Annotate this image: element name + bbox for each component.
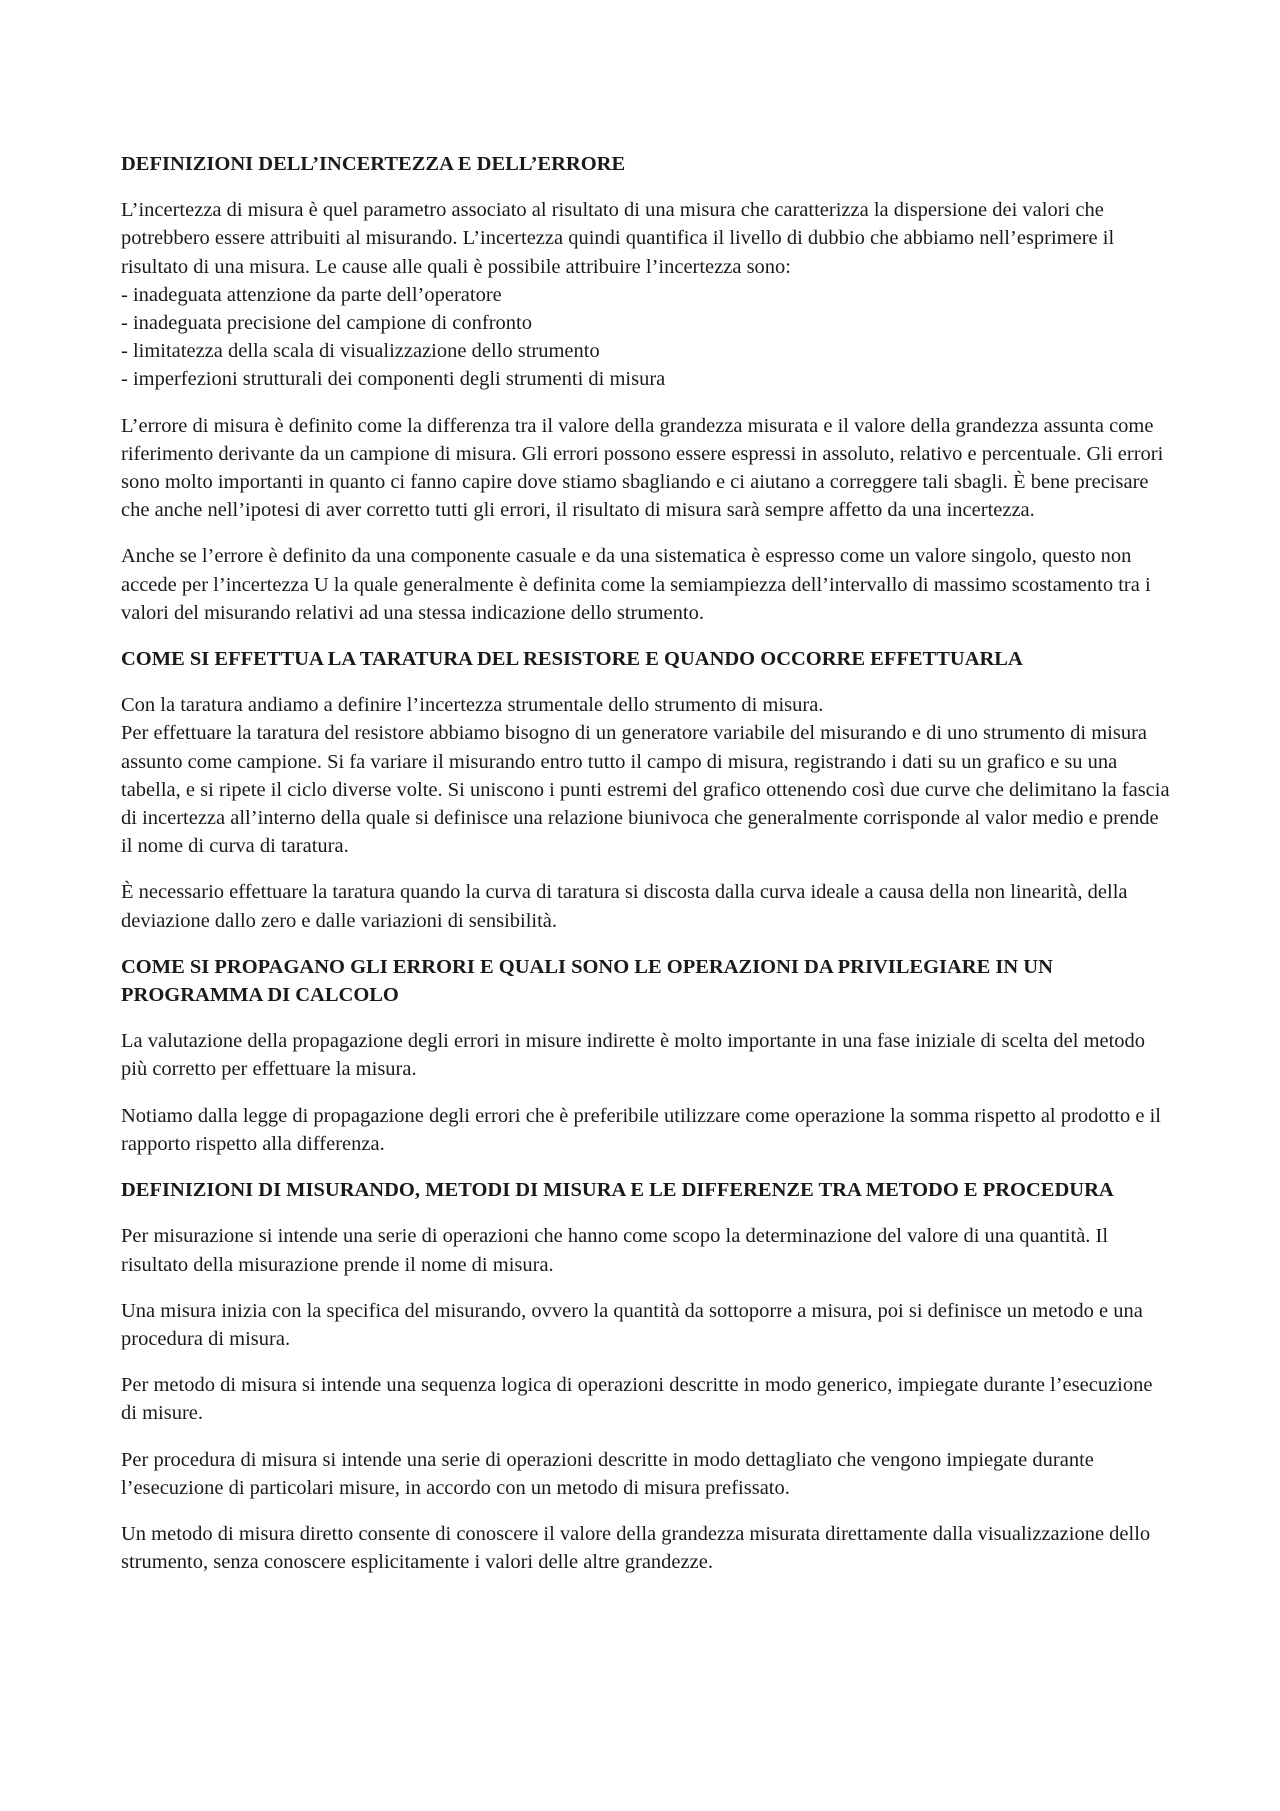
section-misurando-metodi <box>121 1176 1171 1576</box>
causes-list <box>121 281 1171 394</box>
paragraph: Per metodo di misura si intende una sequenza logica di operazioni descritte in modo generico, impiegate durante l’esecuzione di misure. <box>121 1374 1153 1425</box>
section-propagazione-errori <box>121 953 1171 1158</box>
list-item: - limitatezza della scala di visualizzazione dello strumento <box>121 340 600 363</box>
paragraph: Per misurazione si intende una serie di operazioni che hanno come scopo la determinazione del valore di una quantità. Il risultato della misurazione prende il nome di misura. <box>121 1225 1109 1276</box>
paragraph: Per procedura di misura si intende una serie di operazioni descritte in modo dettagliato che vengono impiegate durante l’esecuzione di particolari misure, in accordo con un metodo di misura prefissato. <box>121 1448 1094 1499</box>
paragraph: Notiamo dalla legge di propagazione degli errori che è preferibile utilizzare come operazione la somma rispetto al prodotto e il rapporto rispetto alla differenza. <box>121 1104 1161 1155</box>
section-incertezza-errore <box>121 150 1171 627</box>
paragraph: L’errore di misura è definito come la differenza tra il valore della grandezza misurata e il valore della grandezza assunta come riferimento derivante da un campione di misura. Gli errori possono essere espressi in assoluto, relativo e percentuale. Gli errori sono molto importanti in quanto ci fanno capire dove stiamo sbagliando e ci aiutano a correggere tali sbagli. È bene precisare che anche nell’ipotesi di aver corretto tutti gli errori, il risultato di misura sarà sempre affetto da una incertezza. <box>121 414 1164 522</box>
paragraph: Una misura inizia con la specifica del misurando, ovvero la quantità da sottoporre a misura, poi si definisce un metodo e una procedura di misura. <box>121 1299 1143 1350</box>
paragraph: L’incertezza di misura è quel parametro associato al risultato di una misura che caratterizza la dispersione dei valori che potrebbero essere attribuiti al misurando. L’incertezza quindi quantifica il livello di dubbio che abbiamo nell’esprimere il risultato di una misura. Le cause alle quali è possibile attribuire l’incertezza sono: <box>121 199 1115 278</box>
section-heading: COME SI EFFETTUA LA TARATURA DEL RESISTORE E QUANDO OCCORRE EFFETTUARLA <box>121 648 1023 671</box>
document-page <box>121 150 1171 1594</box>
paragraph: La valutazione della propagazione degli errori in misure indirette è molto importante in una fase iniziale di scelta del metodo più corretto per effettuare la misura. <box>121 1030 1146 1081</box>
list-item: - imperfezioni strutturali dei componenti degli strumenti di misura <box>121 368 666 391</box>
list-item: - inadeguata attenzione da parte dell’operatore <box>121 283 502 306</box>
section-heading: DEFINIZIONI DELL’INCERTEZZA E DELL’ERRORE <box>121 153 626 175</box>
paragraph: Per effettuare la taratura del resistore abbiamo bisogno di un generatore variabile del misurando e di uno strumento di misura assunto come campione. Si fa variare il misurando entro tutto il campo di misura, registrando i dati su un grafico e su una tabella, e si ripete il ciclo diverse volte. Si uniscono i punti estremi del grafico ottenendo così due curve che delimitano la fascia di incertezza all’interno della quale si definisce una relazione biunivoca che generalmente corrisponde al valor medio e prende il nome di curva di taratura. <box>121 722 1170 858</box>
section-heading: COME SI PROPAGANO GLI ERRORI E QUALI SONO LE OPERAZIONI DA PRIVILEGIARE IN UN PROGRAMMA DI CALCOLO <box>121 955 1053 1007</box>
list-item: - inadeguata precisione del campione di confronto <box>121 312 532 335</box>
paragraph: Un metodo di misura diretto consente di conoscere il valore della grandezza misurata direttamente dalla visualizzazione dello strumento, senza conoscere esplicitamente i valori delle altre grandezze. <box>121 1522 1151 1574</box>
paragraph: Anche se l’errore è definito da una componente casuale e da una sistematica è espresso come un valore singolo, questo non accede per l’incertezza U la quale generalmente è definita come la semiampiezza dell’intervallo di massimo scostamento tra i valori del misurando relativi ad una stessa indicazione dello strumento. <box>121 545 1151 624</box>
section-heading: DEFINIZIONI DI MISURANDO, METODI DI MISURA E LE DIFFERENZE TRA METODO E PROCEDURA <box>121 1179 1114 1202</box>
paragraph: Con la taratura andiamo a definire l’incertezza strumentale dello strumento di misura. <box>121 694 824 717</box>
section-taratura <box>121 645 1171 935</box>
paragraph: È necessario effettuare la taratura quando la curva di taratura si discosta dalla curva ideale a causa della non linearità, della deviazione dallo zero e dalle variazioni di sensibilità. <box>121 881 1128 932</box>
